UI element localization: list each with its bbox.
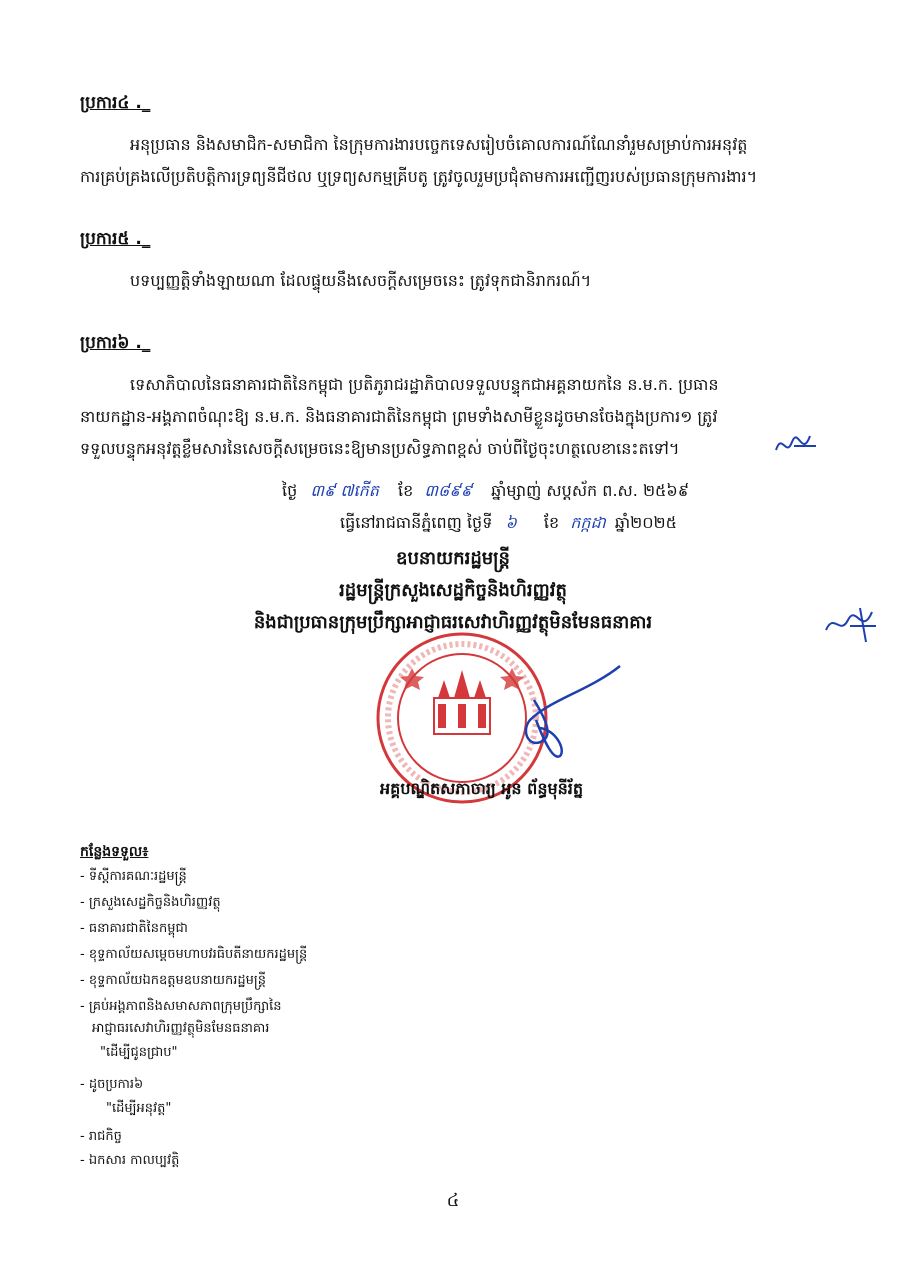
signatory-name: អគ្គបណ្ឌិតសភាចារ្យ អូន ព័ន្ធមុនីរ័ត្ន	[380, 779, 584, 798]
lunar-day-handwritten: ៣៩ ៧កើត	[310, 481, 379, 500]
initials-mark-icon	[820, 602, 880, 646]
recipient-item: - ក្រសួងសេដ្ឋកិច្ចនិងហិរញ្ញវត្ថុ	[80, 895, 221, 910]
signatory-title-3: និងជាប្រធានក្រុមប្រឹក្សាអាជ្ញាធរសេវាហិរញ្ញវត្ថុមិនមែនធនាគារ	[253, 612, 653, 633]
year-text: ឆ្នាំ២០២៥	[614, 513, 677, 532]
lunar-date-line	[282, 480, 689, 504]
article-6-line-2: នាយកដ្ឋាន-អង្គភាពចំណុះឱ្យ ន.ម.ក. និងធនាគារជាតិនៃកម្ពុជា ព្រមទាំងសាមីខ្លួនដូចមានចែងក្នុងប្រការ១ ត្រូវ	[80, 407, 718, 426]
day-handwritten: ៦	[505, 513, 517, 532]
initials-signature-icon	[772, 428, 820, 464]
article-6-line-3: ទទួលបន្ទុកអនុវត្តខ្លឹមសារនៃសេចក្តីសម្រេចនេះឱ្យមានប្រសិទ្ធភាពខ្ពស់ ចាប់ពីថ្ងៃចុះហត្ថលេខានេះតទៅ។	[80, 439, 680, 458]
place-prefix: ធ្វើនៅរាជធានីភ្នំពេញ ថ្ងៃទី	[340, 513, 493, 532]
article-5-line-1: បទប្បញ្ញត្តិទាំងឡាយណា ដែលផ្ទុយនឹងសេចក្តីសម្រេចនេះ ត្រូវទុកជានិរាករណ៍។	[130, 271, 592, 290]
article-6-line-1: ទេសាភិបាលនៃធនាគារជាតិនៃកម្ពុជា ប្រតិភូរាជរដ្ឋាភិបាលទទួលបន្ទុកជាអគ្គនាយកនៃ ន.ម.ក. ប្រធាន	[130, 375, 719, 394]
month-prefix: ខែ	[543, 513, 560, 532]
lunar-year-text: ឆ្នាំម្សាញ់ សប្តស័ក ព.ស. ២៥៦៩	[491, 481, 690, 500]
signatory-title-2: រដ្ឋមន្ត្រីក្រសួងសេដ្ឋកិច្ចនិងហិរញ្ញវត្ថុ	[339, 580, 567, 601]
recipient-item: - ឯកសារ កាលប្បវត្តិ	[80, 1153, 180, 1168]
recipient-item: - រាជកិច្ច	[80, 1129, 122, 1144]
article-6-heading: ប្រការ៦ ._	[80, 333, 151, 353]
article-5-heading: ប្រការ៥ ._	[80, 229, 151, 249]
solar-date-line	[340, 512, 677, 536]
lunar-month-prefix: ខែ	[398, 481, 414, 500]
lunar-day-prefix: ថ្ងៃ	[282, 481, 298, 500]
recipient-item: - គ្រប់អង្គភាពនិងសមាសភាពក្រុមប្រឹក្សានៃ	[80, 999, 282, 1014]
recipients-title: កន្លែងទទួល៖	[80, 844, 149, 860]
recipient-item: - ធនាគារជាតិនៃកម្ពុជា	[80, 921, 188, 936]
recipient-item: - ទីស្តីការគណៈរដ្ឋមន្ត្រី	[80, 869, 187, 884]
handwritten-signature-icon	[500, 660, 630, 770]
month-handwritten: កក្កដា	[570, 513, 606, 532]
article-4-heading: ប្រការ៤ ._	[80, 93, 151, 113]
recipient-item: - ដូចប្រការ៦	[80, 1077, 144, 1092]
recipient-item: - ខុទ្ទកាល័យសម្តេចមហាបវរធិបតីនាយករដ្ឋមន្ត្រី	[80, 947, 308, 962]
lunar-month-handwritten: ៣៨៩៩	[424, 481, 473, 500]
signatory-title-1: ឧបនាយករដ្ឋមន្ត្រី	[396, 548, 510, 569]
recipient-item: "ដើម្បីជូនជ្រាប"	[100, 1045, 178, 1060]
recipient-item: "ដើម្បីអនុវត្ត"	[106, 1101, 172, 1116]
article-4-line-1: អនុប្រធាន និងសមាជិក-សមាជិកា នៃក្រុមការងារបច្ចេកទេសរៀបចំគោលការណ៍ណែនាំរួមសម្រាប់ការអនុវត្ត	[130, 135, 748, 154]
recipient-item: អាជ្ញាធរសេវាហិរញ្ញវត្ថុមិនមែនធនាគារ	[92, 1021, 270, 1036]
page-number: ៤	[446, 1190, 460, 1211]
article-4-line-2: ការគ្រប់គ្រងលើប្រតិបត្តិការទ្រព្យនីជីថល ឬទ្រព្យសកម្មគ្រីបតូ ត្រូវចូលរួមប្រជុំតាមការអញ្ជើញរបស់ប្រធានក្រុមការងារ។	[80, 167, 758, 186]
recipient-item: - ខុទ្ទកាល័យឯកឧត្តមឧបនាយករដ្ឋមន្ត្រី	[80, 973, 266, 988]
